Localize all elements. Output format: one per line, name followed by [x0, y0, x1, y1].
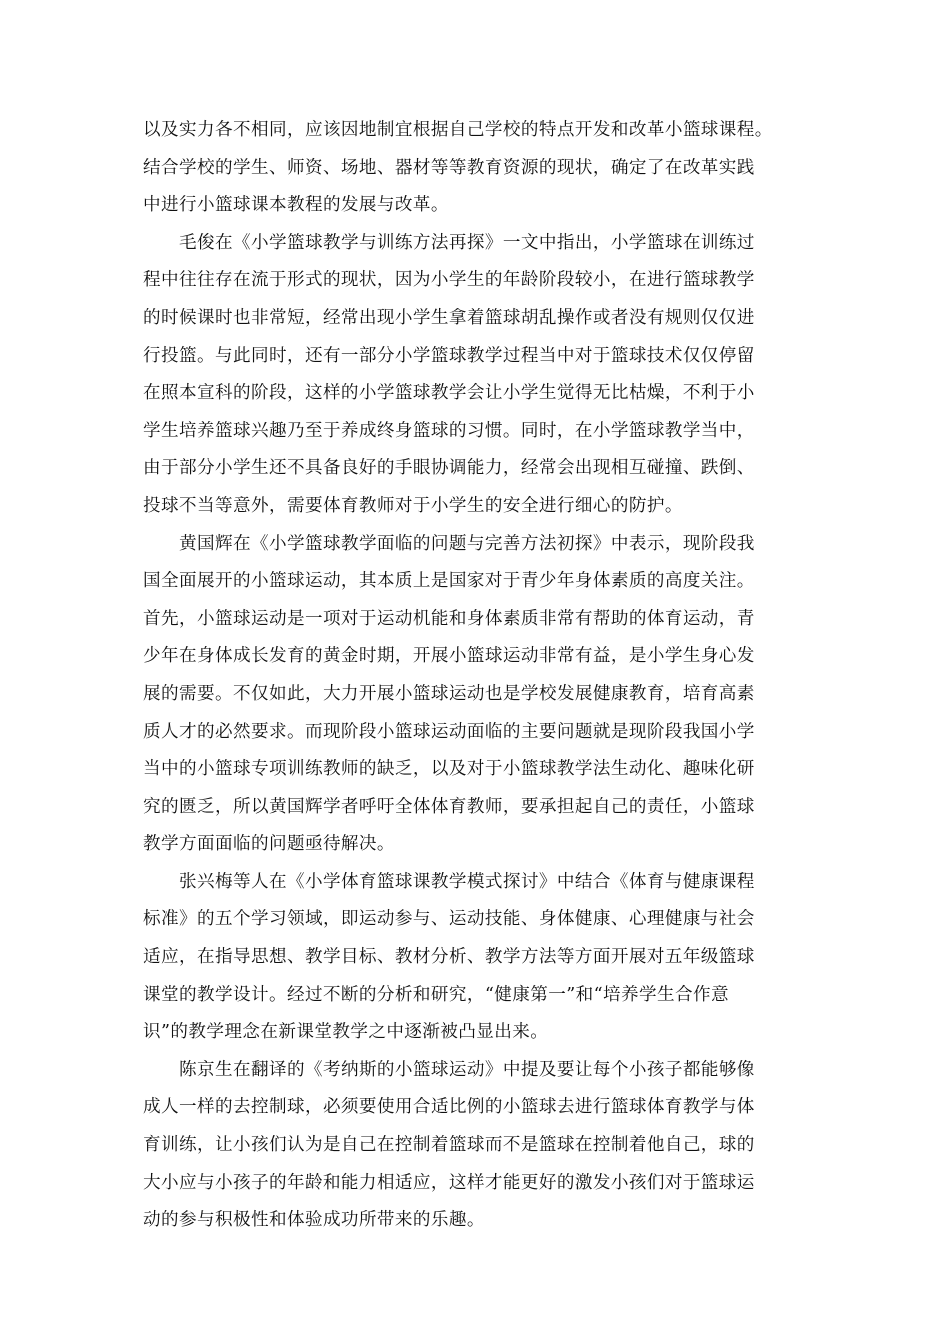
text-line: 大小应与小孩子的年龄和能力相适应，这样才能更好的激发小孩们对于篮球运: [143, 1172, 755, 1193]
text-line: 投球不当等意外，需要体育教师对于小学生的安全进行细心的防护。: [143, 495, 683, 516]
text-line: 中进行小篮球课本教程的发展与改革。: [143, 195, 449, 216]
text-line: 的时候课时也非常短，经常出现小学生拿着篮球胡乱操作或者没有规则仅仅进: [143, 307, 755, 328]
text-line: 张兴梅等人在《小学体育篮球课教学模式探讨》中结合《体育与健康课程: [179, 871, 755, 892]
text-line: 国全面展开的小篮球运动，其本质上是国家对于青少年身体素质的高度关注。: [143, 571, 755, 592]
text-line: 少年在身体成长发育的黄金时期，开展小篮球运动非常有益，是小学生身心发: [143, 646, 755, 667]
text-line: 在照本宣科的阶段，这样的小学篮球教学会让小学生觉得无比枯燥，不利于小: [143, 383, 755, 404]
text-line: 展的需要。不仅如此，大力开展小篮球运动也是学校发展健康教育，培育高素: [143, 683, 755, 704]
body-text: [143, 112, 813, 1240]
text-line: 黄国辉在《小学篮球教学面临的问题与完善方法初探》中表示，现阶段我: [179, 533, 755, 554]
text-line: 究的匮乏，所以黄国辉学者呼吁全体体育教师，要承担起自己的责任，小篮球: [143, 796, 755, 817]
text-line: 适应，在指导思想、教学目标、教材分析、教学方法等方面开展对五年级篮球: [143, 947, 755, 968]
text-line: 识”的教学理念在新课堂教学之中逐渐被凸显出来。: [143, 1022, 549, 1043]
text-line: 陈京生在翻译的《考纳斯的小篮球运动》中提及要让每个小孩子都能够像: [179, 1059, 755, 1080]
text-line: 标准》的五个学习领域，即运动参与、运动技能、身体健康、心理健康与社会: [143, 909, 755, 930]
text-line: 当中的小篮球专项训练教师的缺乏，以及对于小篮球教学法生动化、趣味化研: [143, 759, 755, 780]
text-line: 结合学校的学生、师资、场地、器材等等教育资源的现状，确定了在改革实践: [143, 157, 755, 178]
text-line: 成人一样的去控制球，必须要使用合适比例的小篮球去进行篮球体育教学与体: [143, 1097, 755, 1118]
text-line: 育训练，让小孩们认为是自己在控制着篮球而不是篮球在控制着他自己，球的: [143, 1135, 755, 1156]
text-line: 课堂的教学设计。经过不断的分析和研究，“健康第一”和“培养学生合作意: [143, 984, 729, 1005]
text-line: 质人才的必然要求。而现阶段小篮球运动面临的主要问题就是现阶段我国小学: [143, 721, 755, 742]
text-line: 学生培养篮球兴趣乃至于养成终身篮球的习惯。同时，在小学篮球教学当中，: [143, 420, 755, 441]
text-line: 动的参与积极性和体验成功所带来的乐趣。: [143, 1210, 485, 1231]
text-line: 毛俊在《小学篮球教学与训练方法再探》一文中指出，小学篮球在训练过: [179, 232, 755, 253]
text-line: 以及实力各不相同，应该因地制宜根据自己学校的特点开发和改革小篮球课程。: [143, 120, 773, 140]
text-line: 程中往往存在流于形式的现状，因为小学生的年龄阶段较小，在进行篮球教学: [143, 270, 755, 291]
text-line: 首先，小篮球运动是一项对于运动机能和身体素质非常有帮助的体育运动，青: [143, 608, 755, 629]
text-line: 教学方面面临的问题亟待解决。: [143, 834, 395, 855]
text-line: 由于部分小学生还不具备良好的手眼协调能力，经常会出现相互碰撞、跌倒、: [143, 458, 755, 479]
text-line: 行投篮。与此同时，还有一部分小学篮球教学过程当中对于篮球技术仅仅停留: [143, 345, 755, 366]
